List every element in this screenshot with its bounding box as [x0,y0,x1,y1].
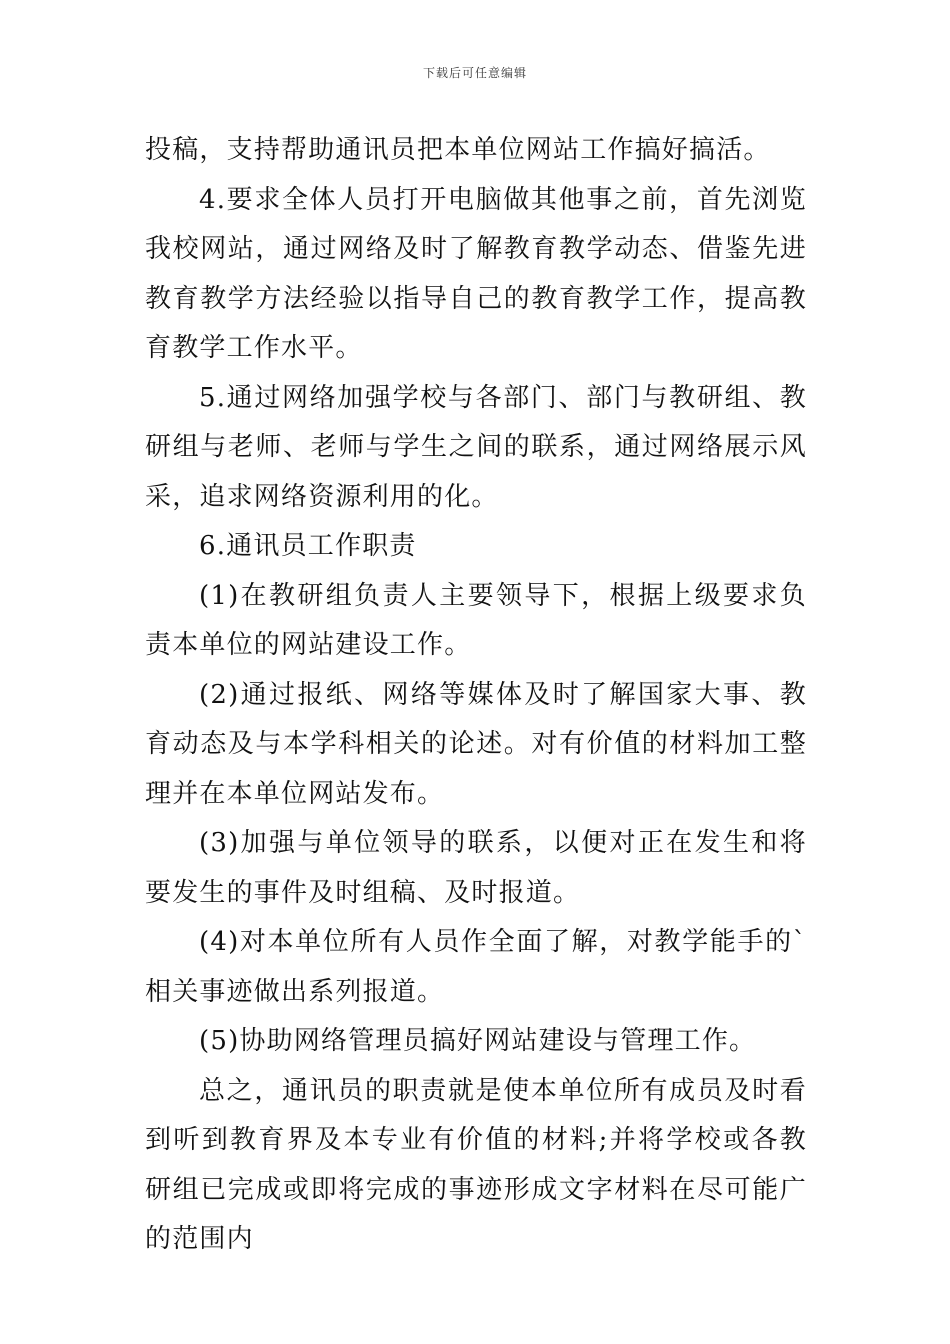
paragraph-item-6-heading: 6.通讯员工作职责 [199,531,417,561]
paragraph-duty-3: (3)加强与单位领导的联系，以便对正在发生和将要发生的事件及时组稿、及时报道。 [145,828,807,908]
paragraph-continuation: 投稿，支持帮助通讯员把本单位网站工作搞好搞活。 [145,135,771,165]
paragraph-item-4: 4.要求全体人员打开电脑做其他事之前，首先浏览我校网站，通过网络及时了解教育教学动态、借鉴先进教育教学方法经验以指导自己的教育教学工作，提高教育教学工作水平。 [145,184,807,363]
paragraph-summary: 总之，通讯员的职责就是使本单位所有成员及时看到听到教育界及本专业有价值的材料;并将学校或各教研组已完成或即将完成的事迹形成文字材料在尽可能广的范围内 [145,1075,807,1254]
page-header: 下载后可任意编辑 [422,66,527,80]
paragraph-duty-1: (1)在教研组负责人主要领导下，根据上级要求负责本单位的网站建设工作。 [145,580,807,660]
document-body [145,126,807,1265]
paragraph-duty-5: (5)协助网络管理员搞好网站建设与管理工作。 [199,1026,757,1056]
paragraph-item-5: 5.通过网络加强学校与各部门、部门与教研组、教研组与老师、老师与学生之间的联系，通过网络展示风采，追求网络资源利用的化。 [145,382,807,512]
paragraph-duty-4: (4)对本单位所有人员作全面了解，对教学能手的`相关事迹做出系列报道。 [145,927,807,1007]
paragraph-duty-2: (2)通过报纸、网络等媒体及时了解国家大事、教育动态及与本学科相关的论述。对有价值的材料加工整理并在本单位网站发布。 [145,679,807,809]
